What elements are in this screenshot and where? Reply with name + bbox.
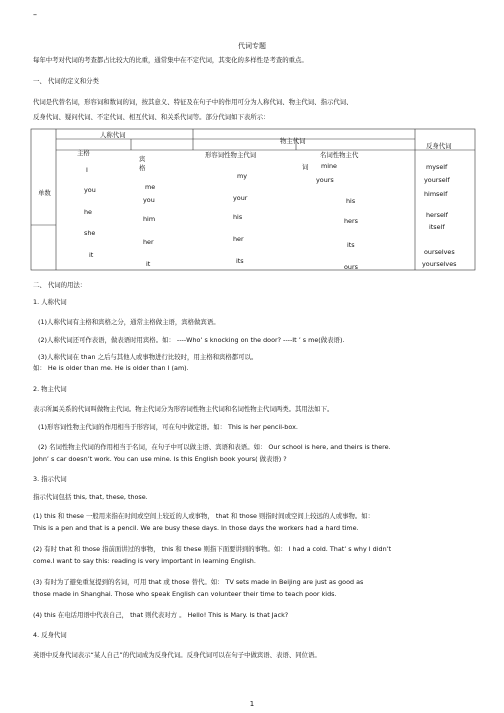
cell-its-adj: its bbox=[236, 257, 244, 265]
cell-yours: yours bbox=[316, 176, 334, 184]
row-label-singular: 单数 bbox=[38, 189, 51, 197]
header-reflexive-pronoun: 反身代词 bbox=[426, 142, 452, 150]
cell-your: your bbox=[233, 194, 248, 202]
s2-line2: (1)形容词性物主代词的作用相当于形容词，可在句中做定语。如： This is her pencil-box. bbox=[38, 423, 298, 431]
cell-it-object: it bbox=[146, 260, 151, 268]
header-noun-possessive: 名词性物主代 bbox=[320, 151, 359, 159]
header-possessive-pronoun: 物主代词 bbox=[280, 137, 306, 145]
cell-him: him bbox=[143, 215, 156, 223]
s3-line3: This is a pen and that is a pencil. We are busy these days. In those days the workers had a hard time. bbox=[33, 524, 359, 532]
s1-line2: (2)人称代词还可作表语，做表语时用宾格。如： ----Who’ s knocking on the door? ----It ’ s me(做表语). bbox=[38, 336, 345, 344]
s2-heading: 2. 物主代词 bbox=[33, 385, 67, 393]
top-mark: – bbox=[33, 10, 37, 19]
header-subject-case: 主格 bbox=[77, 149, 90, 157]
s1-heading: 1. 人称代词 bbox=[33, 298, 67, 306]
section1-text-line2: 反身代词、疑问代词、不定代词、相互代词、和关系代词等。部分代词如下表所示： bbox=[33, 113, 270, 121]
page-number: 1 bbox=[249, 700, 255, 708]
cell-yourselves: yourselves bbox=[422, 260, 457, 268]
header-object-case: 宾格 bbox=[139, 155, 146, 172]
intro-paragraph: 每年中考对代词的考查都占比较大的比重，通常集中在不定代词，其变化的多样性是考查的重点。 bbox=[33, 56, 308, 64]
header-adj-possessive: 形容词性物主代词 bbox=[205, 151, 257, 159]
cell-my: my bbox=[237, 172, 248, 180]
section1-heading: 一、 代词的定义和分类 bbox=[33, 77, 99, 85]
s4-line1: 英语中反身代词表示“某人自己”的代词成为反身代词。反身代词可以在句子中做宾语、表语、同位语。 bbox=[33, 651, 321, 659]
cell-myself: myself bbox=[426, 163, 448, 171]
s4-heading: 4. 反身代词 bbox=[33, 631, 67, 639]
s3-line8: (4) this 在电话用语中代表自己， that 则代表对方 。 Hello! This is Mary. Is that Jack? bbox=[33, 611, 289, 619]
cell-herself: herself bbox=[426, 211, 448, 219]
cell-itself: itself bbox=[429, 223, 445, 231]
cell-you-object: you bbox=[143, 196, 155, 204]
cell-mine: mine bbox=[321, 162, 337, 170]
cell-his-adj: his bbox=[233, 213, 243, 221]
s3-line5: come.I want to say this: reading is very important in learning English. bbox=[33, 557, 256, 565]
section1-text-line1: 代词是代替名词，形容词和数词的词，按其意义、特征及在句子中的作用可分为人称代词、物主代词、指示代词、 bbox=[33, 98, 353, 106]
cell-himself: himself bbox=[424, 190, 448, 198]
s1-line1: (1)人称代词有主格和宾格之分，通常主格做主语，宾格做宾语。 bbox=[38, 318, 220, 326]
cell-she: she bbox=[84, 229, 96, 237]
s1-line4: 如： He is older than me. He is older than I (am). bbox=[33, 364, 189, 372]
cell-his-noun: his bbox=[346, 197, 356, 205]
cell-her-object: her bbox=[143, 238, 154, 246]
cell-he: he bbox=[84, 208, 92, 216]
header-personal-pronoun: 人称代词 bbox=[100, 131, 126, 139]
page-title: 代词专题 bbox=[238, 42, 266, 50]
s2-line3: (2) 名词性物主代词的作用相当于名词，在句子中可以做主语、宾语和表语。如： Our school is here, and theirs is there. bbox=[38, 443, 391, 451]
s3-line2: (1) this 和 these 一般用来指在时间或空间上较近的人或事物， that 和 those 则指时间或空间上较远的人或事物。如： bbox=[33, 512, 375, 520]
cell-i: I bbox=[86, 166, 88, 174]
s3-line4: (2) 有时 that 和 those 指前面讲过的事物， this 和 these 则指下面要讲到的事物。如： I had a cold. That’ s why I didn’t bbox=[33, 545, 392, 553]
section2-heading: 二、 代词的用法： bbox=[33, 281, 87, 289]
cell-ours: ours bbox=[344, 263, 358, 271]
cell-her-adj: her bbox=[233, 235, 244, 243]
s3-line7: those made in Shanghai. Those who speak English can volunteer their time to teach poor kids. bbox=[33, 590, 337, 598]
s3-line6: (3) 有时为了避免重复提到的名词，可用 that 或 those 替代。如： TV sets made in Beijing are just as good as bbox=[33, 578, 364, 586]
s3-line1: 指示代词包括 this, that, these, those. bbox=[33, 493, 148, 501]
s2-line4: John’ s car doesn’t work. You can use mine. Is this English book yours( 做表语) ? bbox=[33, 455, 287, 463]
cell-its-noun: its bbox=[347, 241, 355, 249]
cell-you-subject: you bbox=[84, 186, 96, 194]
cell-yourself: yourself bbox=[424, 176, 450, 184]
s1-line3: (3)人称代词在 than 之后与其他人或事物进行比较时，用主格和宾格都可以。 bbox=[38, 353, 258, 361]
cell-noun-poss-tail: 词 bbox=[302, 163, 309, 171]
s3-heading: 3. 指示代词 bbox=[33, 475, 67, 483]
cell-me: me bbox=[145, 183, 156, 191]
cell-it-subject: it bbox=[89, 251, 94, 259]
s2-line1: 表示所属关系的代词叫做物主代词。物主代词分为形容词性物主代词和名词性物主代词两类。其用法如下。 bbox=[33, 405, 334, 413]
cell-ourselves: ourselves bbox=[424, 248, 455, 256]
cell-hers: hers bbox=[344, 217, 358, 225]
